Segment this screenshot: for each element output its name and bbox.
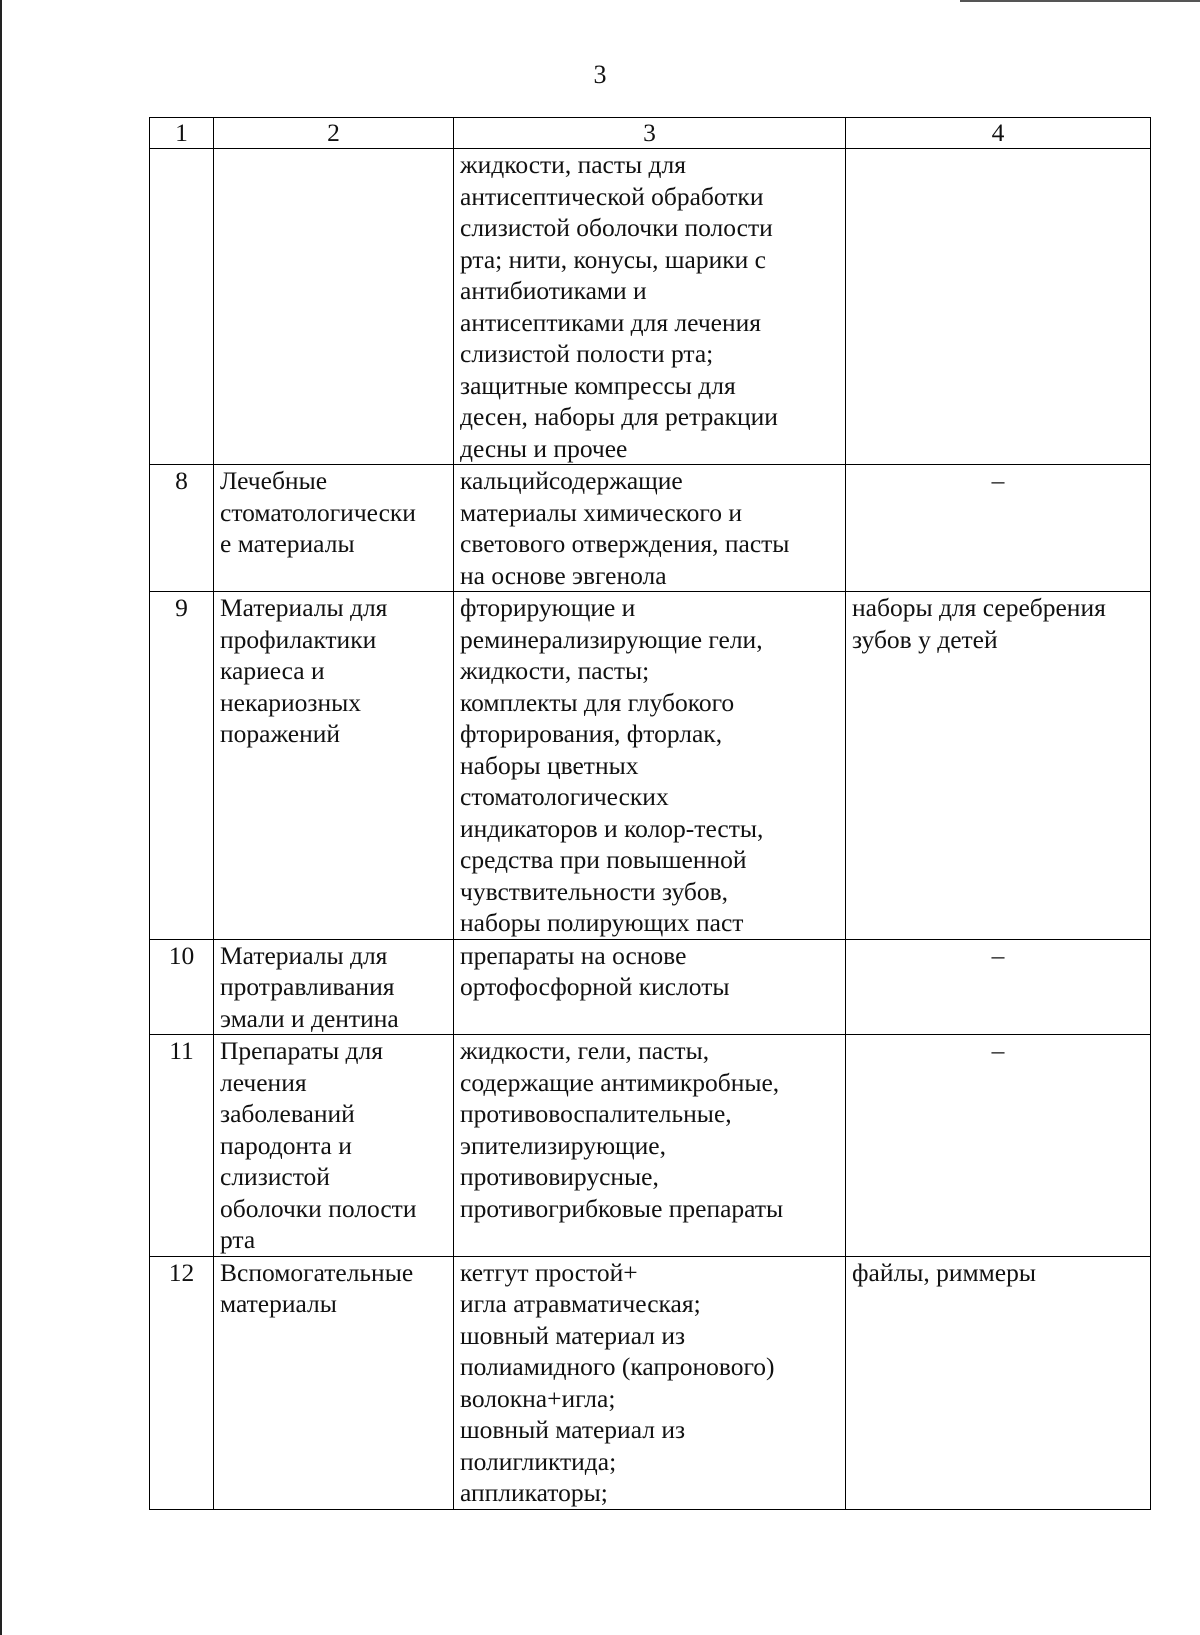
group-name-line: Препараты для	[220, 1036, 383, 1065]
items-line: на основе эвгенола	[460, 560, 667, 590]
extra-cell	[846, 149, 1151, 465]
extra-line: зубов у детей	[852, 624, 998, 654]
extra-cell	[846, 1256, 1151, 1509]
extra-cell	[846, 465, 1151, 592]
group-name-line: Вспомогательные	[220, 1257, 414, 1287]
items-line: фторирующие и	[460, 593, 636, 622]
items-line: антибиотиками и	[460, 276, 647, 305]
group-name-cell	[214, 149, 454, 465]
items-line: фторирования, фторлак,	[460, 719, 723, 748]
group-name-line: рта	[220, 1225, 256, 1254]
items-line: жидкости, гели, пасты,	[460, 1036, 710, 1065]
items-line: реминерализирующие гели,	[460, 624, 763, 654]
scan-edge-left	[0, 0, 2, 1635]
items-line: индикаторов и колор-тесты,	[460, 813, 764, 843]
items-line: игла атравматическая;	[460, 1289, 701, 1318]
items-cell	[454, 465, 846, 592]
table-row	[150, 465, 1151, 592]
items-line: стоматологических	[460, 782, 669, 811]
items-line: антисептиками для лечения	[460, 307, 761, 337]
items-line: жидкости, пасты для	[460, 150, 686, 179]
items-line: шовный материал из	[460, 1320, 686, 1350]
items-line: кальцийсодержащие	[460, 466, 683, 495]
items-line: противовирусные,	[460, 1162, 659, 1191]
items-line: рта; нити, конусы, шарики с	[460, 244, 766, 274]
group-name-line: некариозных	[220, 687, 362, 717]
items-line: наборы цветных	[460, 750, 639, 780]
materials-table	[149, 117, 1151, 1510]
table-row	[150, 1256, 1151, 1509]
header-col-2: 2	[214, 118, 454, 149]
row-number-cell	[150, 149, 214, 465]
group-name-line: оболочки полости	[220, 1193, 417, 1223]
extra-line: –	[991, 1036, 1005, 1065]
group-name-line: Материалы для	[220, 940, 388, 970]
group-name-line: эмали и дентина	[220, 1003, 399, 1033]
items-line: аппликаторы;	[460, 1478, 608, 1507]
items-line: материалы химического и	[460, 497, 742, 527]
header-col-4: 4	[846, 118, 1151, 149]
items-line: шовный материал из	[460, 1415, 686, 1444]
items-cell	[454, 592, 846, 940]
items-cell	[454, 149, 846, 465]
group-name-line: лечения	[220, 1067, 307, 1097]
group-name-line: кариеса и	[220, 656, 325, 685]
row-number-cell: 12	[150, 1256, 214, 1509]
extra-cell	[846, 1035, 1151, 1257]
items-cell	[454, 1035, 846, 1257]
group-name-line: стоматологически	[220, 497, 416, 527]
group-name-cell	[214, 465, 454, 592]
items-line: препараты на основе	[460, 940, 687, 970]
group-name-line: пародонта и	[220, 1130, 352, 1160]
group-name-cell	[214, 592, 454, 940]
items-line: антисептической обработки	[460, 181, 764, 211]
group-name-line: заболеваний	[220, 1099, 355, 1128]
row-number-cell: 10	[150, 939, 214, 1035]
row-number-cell: 11	[150, 1035, 214, 1257]
items-cell	[454, 1256, 846, 1509]
group-name-line: поражений	[220, 719, 341, 748]
extra-line: файлы, риммеры	[852, 1257, 1036, 1287]
extra-line: –	[991, 466, 1005, 495]
scan-edge-top	[960, 0, 1200, 2]
group-name-line: профилактики	[220, 624, 377, 654]
extra-cell	[846, 939, 1151, 1035]
extra-line: наборы для серебрения	[852, 593, 1106, 622]
page-number: 3	[593, 60, 607, 89]
items-line: средства при повышенной	[460, 845, 747, 874]
row-number-cell: 8	[150, 465, 214, 592]
items-line: эпителизирующие,	[460, 1130, 666, 1160]
group-name-cell	[214, 1035, 454, 1257]
items-line: ортофосфорной кислоты	[460, 972, 730, 1001]
table-header-row	[150, 118, 1151, 149]
items-line: противогрибковые препараты	[460, 1193, 784, 1223]
items-line: слизистой полости рта;	[460, 339, 714, 368]
items-line: противовоспалительные,	[460, 1099, 732, 1128]
extra-cell	[846, 592, 1151, 940]
table-row	[150, 1035, 1151, 1257]
group-name-cell	[214, 1256, 454, 1509]
items-line: десны и прочее	[460, 433, 628, 463]
items-line: наборы полирующих паст	[460, 908, 744, 937]
items-line: защитные компрессы для	[460, 370, 736, 400]
extra-line: –	[991, 940, 1005, 970]
items-line: жидкости, пасты;	[460, 656, 650, 685]
items-line: волокна+игла;	[460, 1383, 616, 1413]
group-name-line: е материалы	[220, 529, 355, 558]
items-line: содержащие антимикробные,	[460, 1067, 780, 1097]
group-name-line: слизистой	[220, 1162, 330, 1191]
items-line: чувствительности зубов,	[460, 876, 729, 906]
table-row	[150, 149, 1151, 465]
group-name-cell	[214, 939, 454, 1035]
table-row	[150, 939, 1151, 1035]
items-line: комплекты для глубокого	[460, 687, 735, 717]
table-row	[150, 592, 1151, 940]
items-cell	[454, 939, 846, 1035]
items-line: слизистой оболочки полости	[460, 213, 773, 242]
table-body	[150, 118, 1151, 1510]
group-name-line: протравливания	[220, 972, 395, 1001]
header-col-1: 1	[150, 118, 214, 149]
items-line: десен, наборы для ретракции	[460, 402, 778, 431]
header-col-3: 3	[454, 118, 846, 149]
items-line: полигликтида;	[460, 1446, 617, 1476]
group-name-line: Материалы для	[220, 593, 388, 622]
items-line: светового отверждения, пасты	[460, 529, 790, 558]
items-line: кетгут простой+	[460, 1257, 638, 1287]
items-line: полиамидного (капронового)	[460, 1352, 775, 1381]
group-name-line: материалы	[220, 1289, 337, 1318]
group-name-line: Лечебные	[220, 466, 328, 495]
row-number-cell: 9	[150, 592, 214, 940]
